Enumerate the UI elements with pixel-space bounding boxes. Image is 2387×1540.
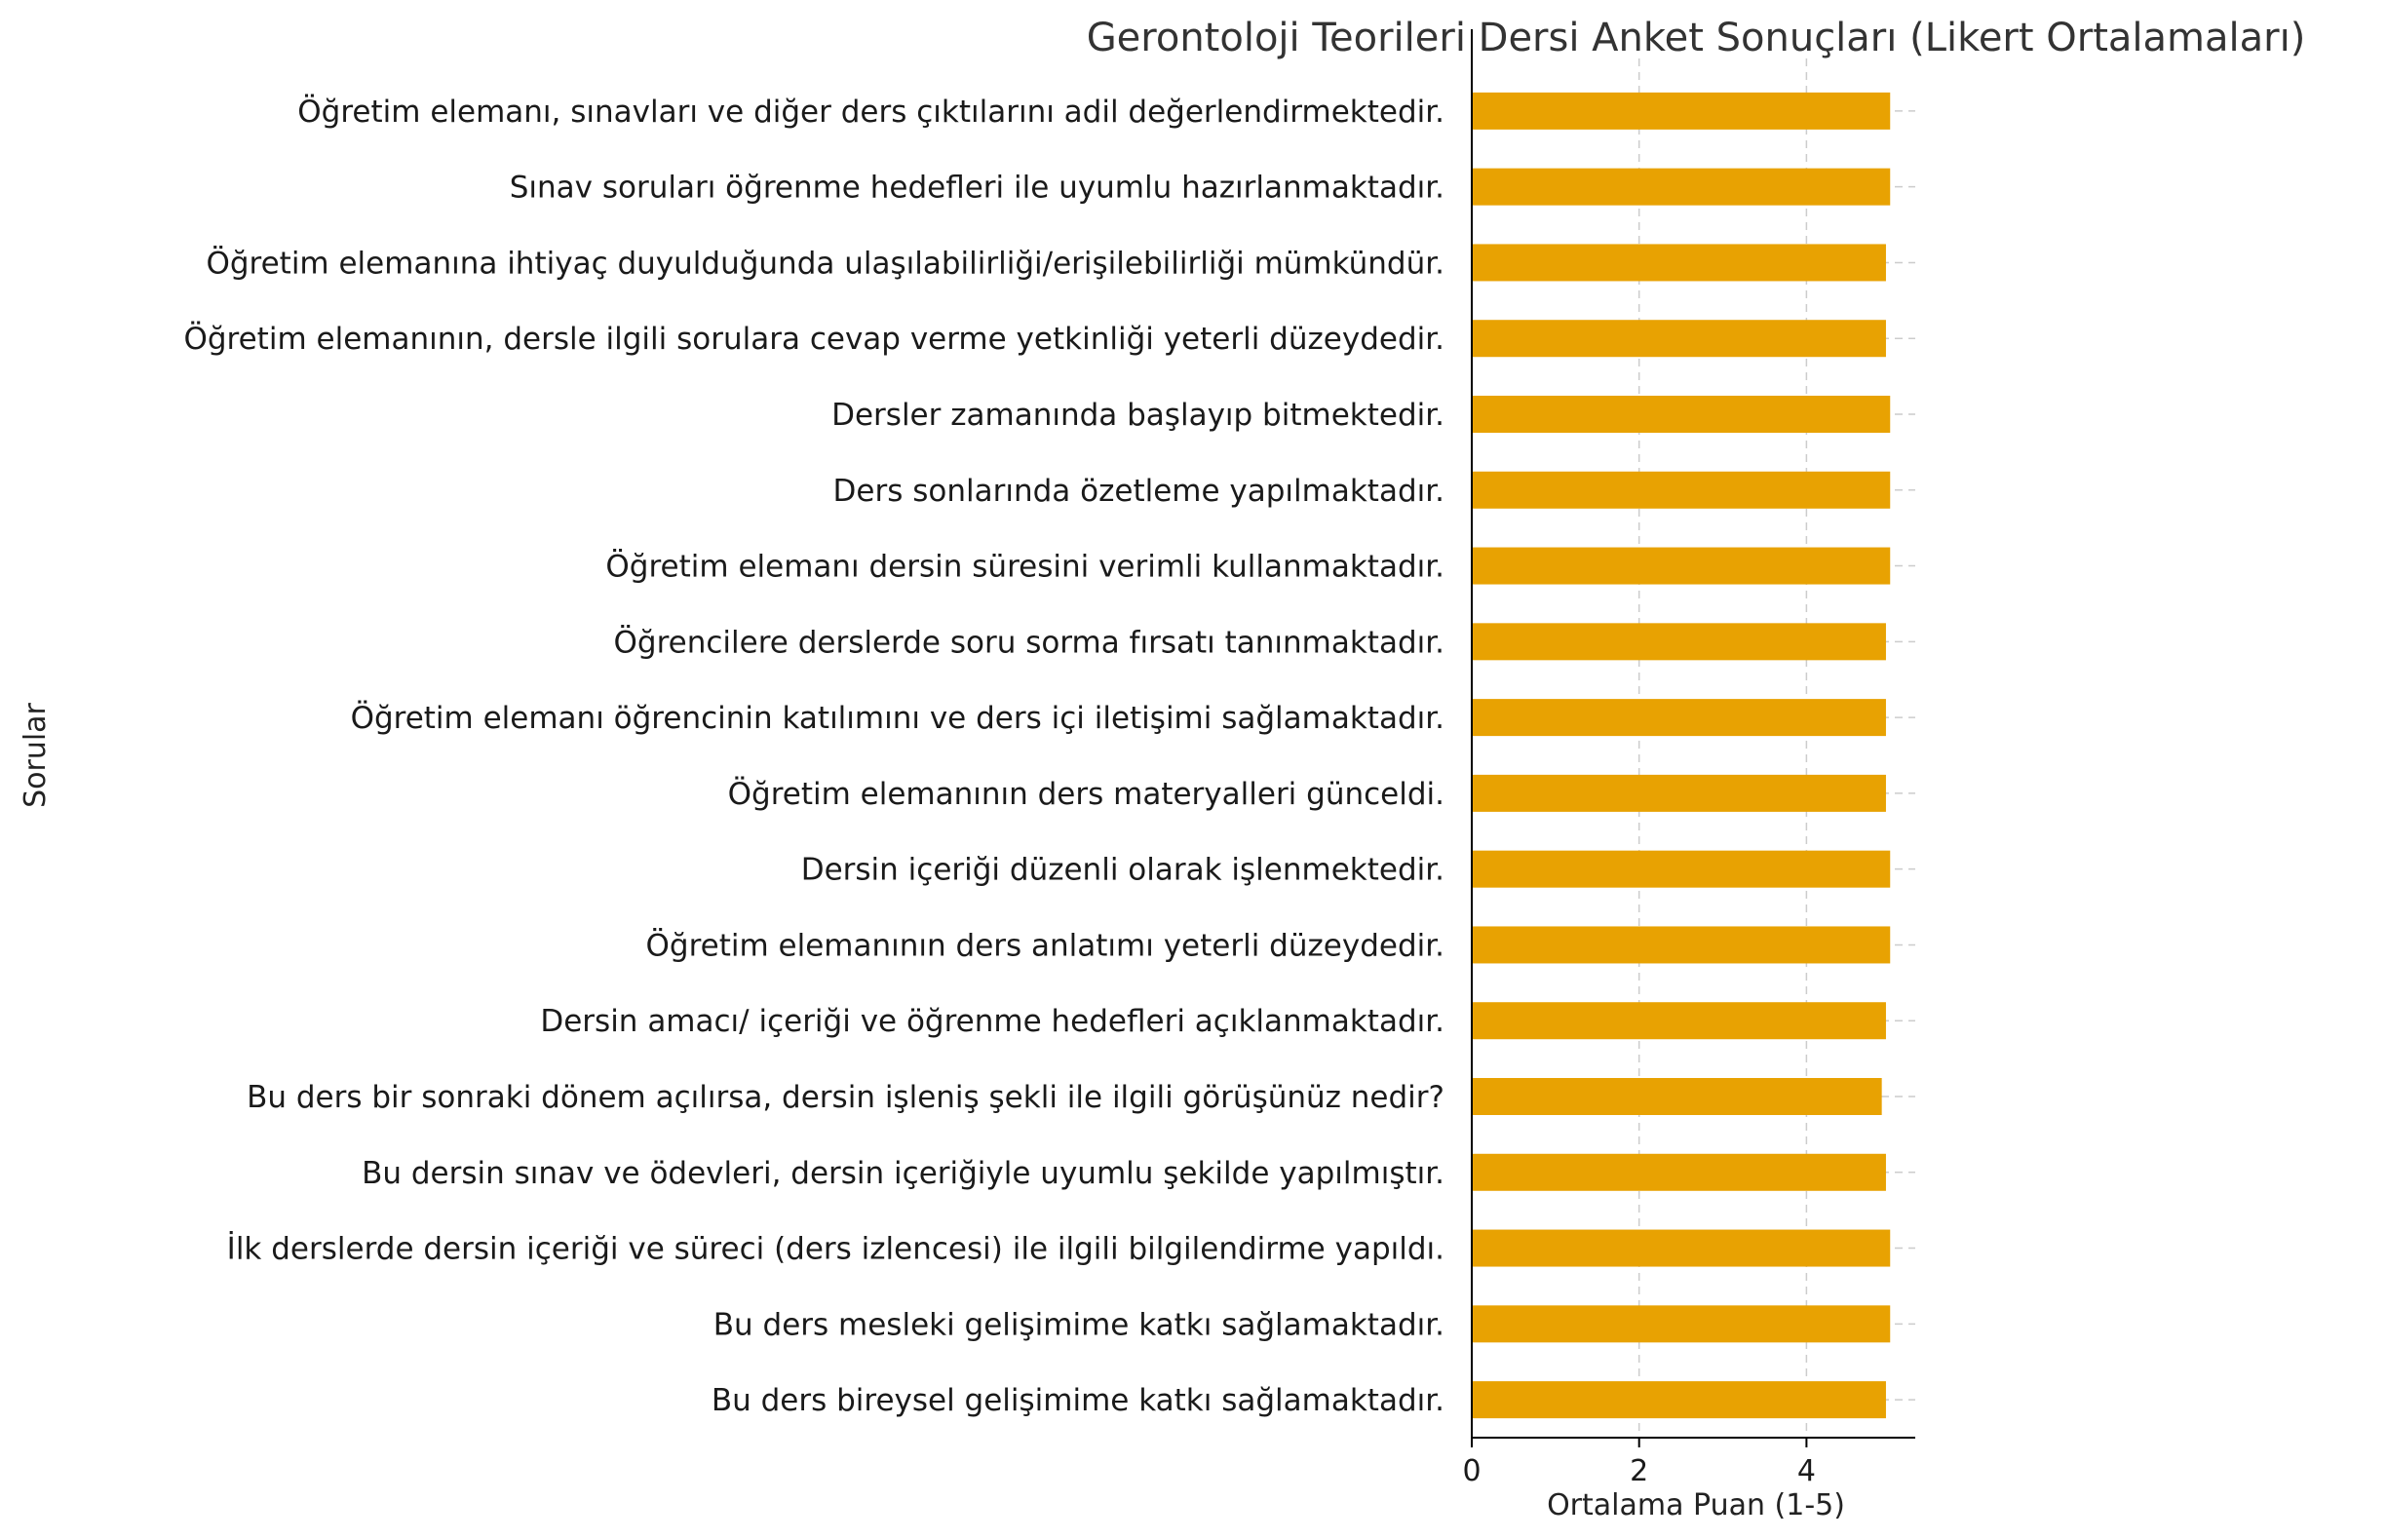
x-axis-label: Ortalama Puan (1-5) xyxy=(1547,1488,1845,1522)
bar-10 xyxy=(1472,623,1886,660)
bar-6 xyxy=(1472,926,1890,963)
category-label-10: Öğrencilere derslerde soru sorma fırsatı tanınmaktadır. xyxy=(613,625,1444,661)
x-ticks xyxy=(1462,1438,1815,1488)
category-label-1: Bu ders mesleki gelişimime katkı sağlamaktadır. xyxy=(712,1307,1444,1343)
chart-title: Gerontoloji Teorileri Dersi Anket Sonuçları (Likert Ortalamaları) xyxy=(1086,16,2306,60)
category-label-8: Öğretim elemanının ders materyalleri günceldi. xyxy=(727,776,1444,812)
category-label-15: Öğretim elemanına ihtiyaç duyulduğunda ulaşılabilirliği/erişilebilirliği mümkündür. xyxy=(206,246,1444,282)
y-axis-label: Sorular xyxy=(19,703,53,808)
bar-13 xyxy=(1472,396,1890,433)
category-label-6: Öğretim elemanının ders anlatımı yeterli düzeydedir. xyxy=(645,928,1444,964)
bar-16 xyxy=(1472,169,1890,206)
category-labels xyxy=(183,94,1444,1418)
category-label-9: Öğretim elemanı öğrencinin katılımını ve ders içi iletişimi sağlamaktadır. xyxy=(350,701,1444,737)
category-label-11: Öğretim elemanı dersin süresini verimli kullanmaktadır. xyxy=(605,549,1444,585)
bar-17 xyxy=(1472,93,1890,130)
category-label-2: İlk derslerde dersin içeriği ve süreci (ders izlencesi) ile ilgili bilgilendirme yapıldı. xyxy=(226,1231,1444,1267)
x-tick-label-1: 2 xyxy=(1630,1454,1649,1488)
bar-8 xyxy=(1472,775,1886,812)
bar-0 xyxy=(1472,1381,1886,1418)
bar-7 xyxy=(1472,851,1890,888)
bar-12 xyxy=(1472,472,1890,509)
category-label-12: Ders sonlarında özetleme yapılmaktadır. xyxy=(832,473,1444,509)
category-label-5: Dersin amacı/ içeriği ve öğrenme hedefleri açıklanmaktadır. xyxy=(540,1004,1444,1040)
category-label-4: Bu ders bir sonraki dönem açılırsa, dersin işleniş şekli ile ilgili görüşünüz nedir? xyxy=(247,1080,1444,1115)
bar-2 xyxy=(1472,1230,1890,1267)
bar-5 xyxy=(1472,1002,1886,1039)
bar-11 xyxy=(1472,548,1890,585)
bar-9 xyxy=(1472,699,1886,736)
bar-1 xyxy=(1472,1305,1890,1342)
x-tick-label-0: 0 xyxy=(1462,1454,1482,1488)
category-label-16: Sınav soruları öğrenme hedefleri ile uyumlu hazırlanmaktadır. xyxy=(509,170,1444,206)
bars xyxy=(1472,93,1890,1418)
category-label-3: Bu dersin sınav ve ödevleri, dersin içeriğiyle uyumlu şekilde yapılmıştır. xyxy=(362,1155,1444,1191)
category-label-14: Öğretim elemanının, dersle ilgili sorulara cevap verme yetkinliği yeterli düzeydedir. xyxy=(183,322,1444,358)
category-label-17: Öğretim elemanı, sınavları ve diğer ders çıktılarını adil değerlendirmektedir. xyxy=(297,94,1444,130)
category-label-7: Dersin içeriği düzenli olarak işlenmektedir. xyxy=(800,852,1444,888)
bar-15 xyxy=(1472,244,1886,281)
bar-3 xyxy=(1472,1154,1886,1191)
bar-4 xyxy=(1472,1078,1882,1115)
category-label-13: Dersler zamanında başlayıp bitmektedir. xyxy=(831,398,1444,433)
bar-14 xyxy=(1472,320,1886,357)
category-label-0: Bu ders bireysel gelişimime katkı sağlamaktadır. xyxy=(711,1383,1444,1419)
x-tick-label-2: 4 xyxy=(1796,1454,1816,1488)
